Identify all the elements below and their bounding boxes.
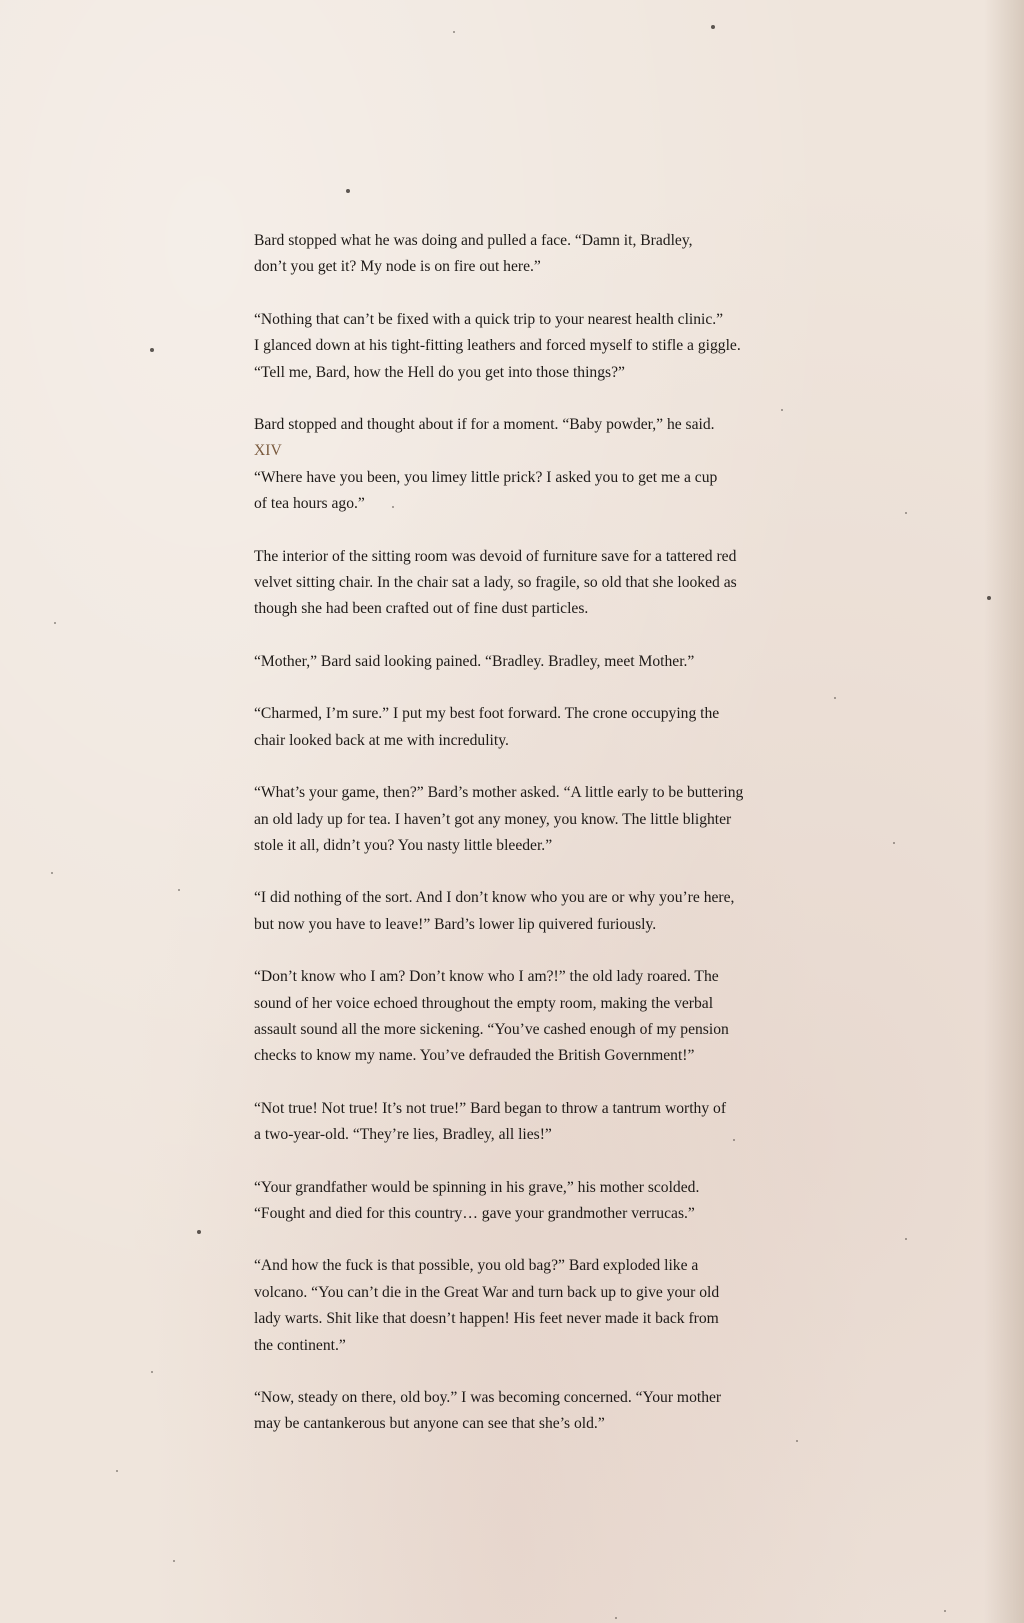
paper-speck xyxy=(151,1371,153,1373)
paragraph: “Not true! Not true! It’s not true!” Bard began to throw a tantrum worthy of a two-year-old. “They’re lies, Bradley, all lies!” xyxy=(254,1099,727,1144)
paragraph: “What’s your game, then?” Bard’s mother asked. “A little early to be buttering an old lady up for tea. I haven’t got any money, you know. The little blighter stole it all, didn’t you? You nasty little bleeder.” xyxy=(254,784,744,854)
paper-speck xyxy=(197,1230,201,1234)
paragraph: “Don’t know who I am? Don’t know who I am?!” the old lady roared. The sound of her voice echoed throughout the empty room, making the verbal assault sound all the more sickening. “You’ve cashed enough of my pension checks to know my name. You’ve defrauded the British Government!” xyxy=(254,968,729,1065)
paper-speck xyxy=(905,1238,907,1240)
paper-speck xyxy=(615,1617,617,1619)
paragraph: “Mother,” Bard said looking pained. “Bradley. Bradley, meet Mother.” xyxy=(254,652,695,670)
paper-speck xyxy=(453,31,455,33)
paper-speck xyxy=(711,25,715,29)
paper-speck xyxy=(178,889,180,891)
paragraph: “Your grandfather would be spinning in his grave,” his mother scolded. “Fought and died for this country… gave your grandmother verrucas.” xyxy=(254,1178,700,1222)
page-text xyxy=(254,228,824,1438)
paper-speck xyxy=(987,596,991,600)
paper-speck xyxy=(893,842,895,844)
paragraph: “Charmed, I’m sure.” I put my best foot forward. The crone occupying the chair looked back at me with incredulity. xyxy=(254,705,720,749)
page-edge-shadow xyxy=(984,0,1024,1623)
paragraph: “Where have you been, you limey little prick? I asked you to get me a cup of tea hours ago.” xyxy=(254,468,718,513)
paragraph: The interior of the sitting room was devoid of furniture save for a tattered red velvet sitting chair. In the chair sat a lady, so fragile, so old that she looked as though she had been crafted out of fine dust particles. xyxy=(254,547,737,618)
paragraph: Bard stopped what he was doing and pulled a face. “Damn it, Bradley, don’t you get it? My node is on fire out here.” xyxy=(254,232,693,276)
paper-speck xyxy=(54,622,56,624)
paper-speck xyxy=(173,1560,175,1562)
paper-speck xyxy=(944,1610,946,1612)
paragraph: “Nothing that can’t be fixed with a quick trip to your nearest health clinic.” I glanced down at his tight-fitting leathers and forced myself to stifle a giggle. “Tell me, Bard, how the Hell do you get into those things?” xyxy=(254,310,741,381)
paragraph: “Now, steady on there, old boy.” I was becoming concerned. “Your mother may be cantankerous but anyone can see that she’s old.” xyxy=(254,1389,722,1433)
paper-speck xyxy=(796,1440,798,1442)
paper-speck xyxy=(905,512,907,514)
paper-speck xyxy=(346,189,350,193)
paragraph: “I did nothing of the sort. And I don’t know who you are or why you’re here, but now you have to leave!” Bard’s lower lip quivered furiously. xyxy=(254,889,735,933)
paper-speck xyxy=(150,348,154,352)
chapter-heading: XIV xyxy=(254,442,282,460)
paper-speck xyxy=(51,872,53,874)
paper-speck xyxy=(834,697,836,699)
paragraph: Bard stopped and thought about if for a moment. “Baby powder,” he said. xyxy=(254,416,715,434)
paper-speck xyxy=(116,1470,118,1472)
paragraph: “And how the fuck is that possible, you old bag?” Bard exploded like a volcano. “You can’t die in the Great War and turn back up to give your old lady warts. Shit like that doesn’t happen! His feet never made it back from the continent.” xyxy=(254,1257,720,1354)
